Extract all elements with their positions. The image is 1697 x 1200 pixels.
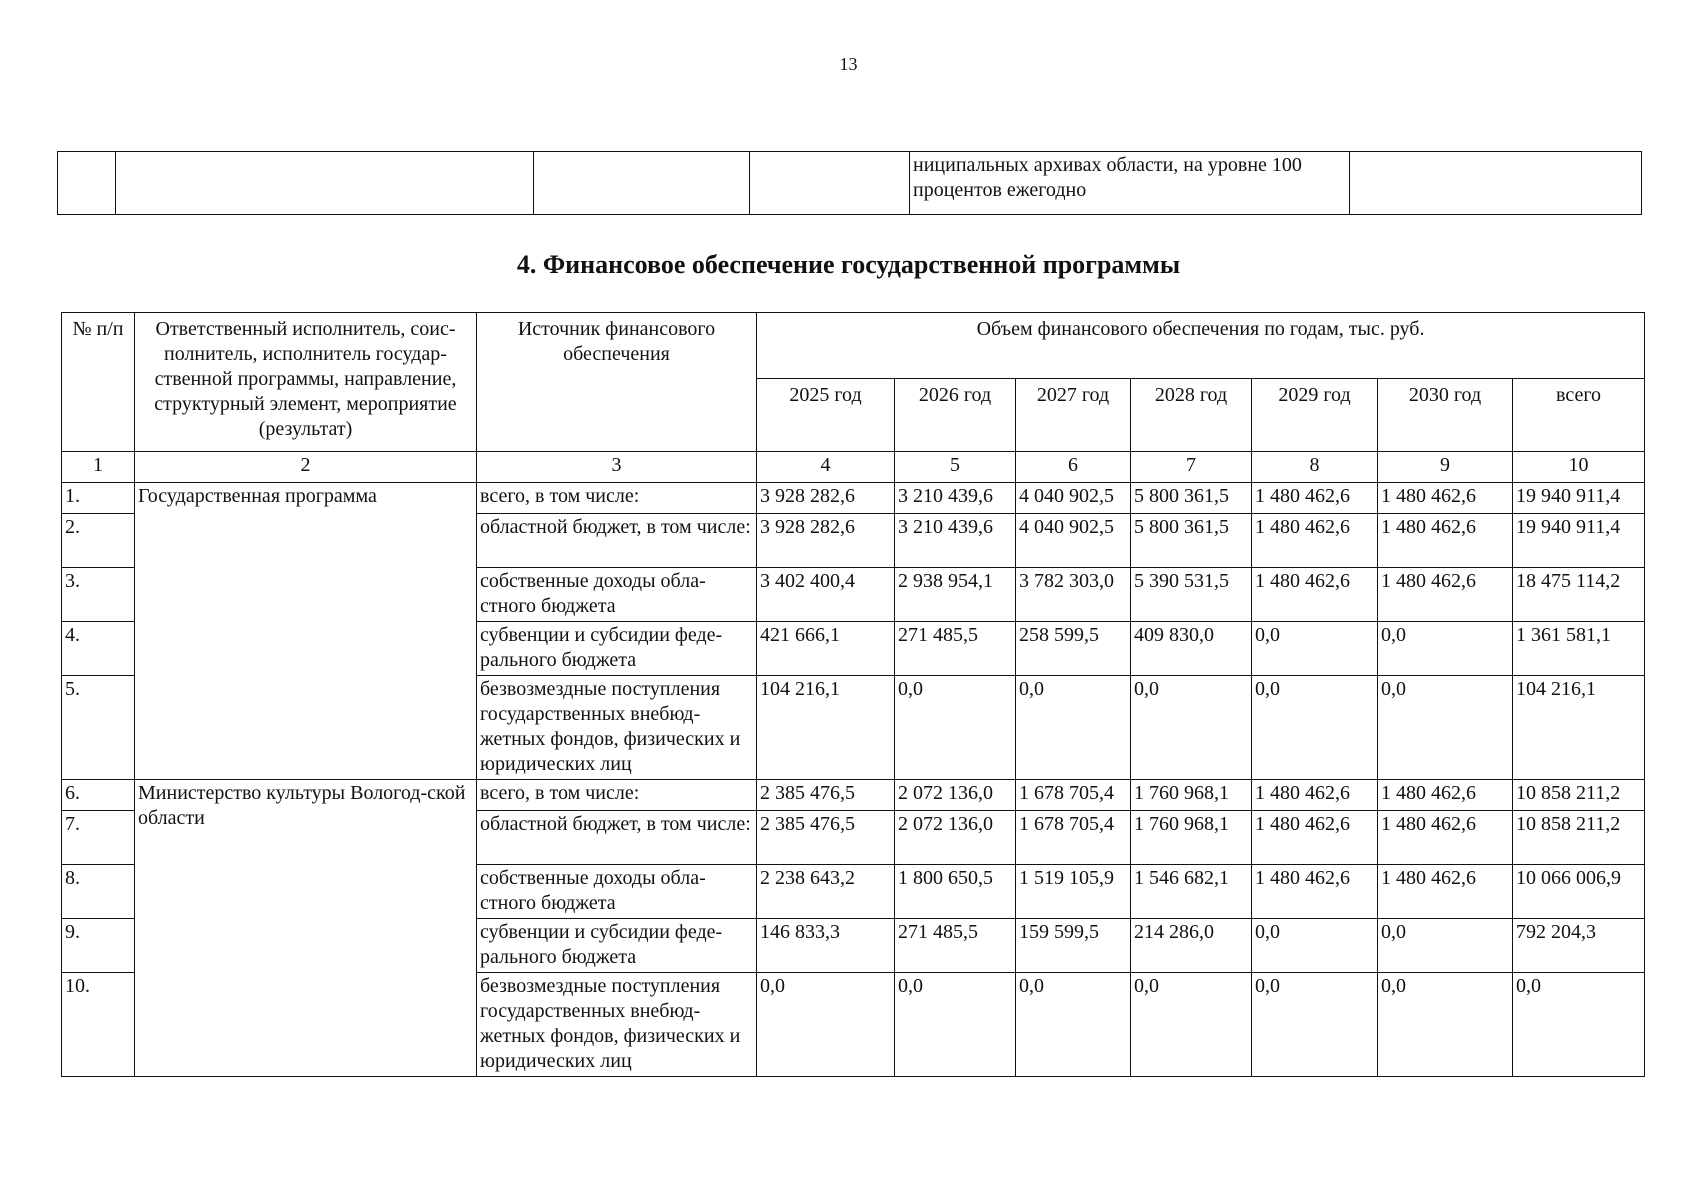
funding-source: субвенции и субсидии феде-рального бюджета: [477, 919, 757, 973]
indicator-text: ниципальных архивах области, на уровне 100 процентов ежегодно: [910, 152, 1350, 215]
row-number: 5.: [62, 676, 135, 780]
amount-cell: 1 546 682,1: [1131, 865, 1252, 919]
amount-cell: 3 402 400,4: [757, 568, 895, 622]
funding-source: субвенции и субсидии феде-рального бюджета: [477, 622, 757, 676]
amount-cell: 1 480 462,6: [1252, 811, 1378, 865]
funding-source: областной бюджет, в том числе:: [477, 811, 757, 865]
table-row: [62, 483, 1645, 514]
amount-cell: 3 782 303,0: [1016, 568, 1131, 622]
funding-source: безвозмездные поступления государственных внебюд-жетных фондов, физических и юридических лиц: [477, 973, 757, 1077]
amount-cell: 271 485,5: [895, 919, 1016, 973]
amount-cell: 104 216,1: [757, 676, 895, 780]
column-number: 4: [757, 452, 895, 483]
amount-cell: 0,0: [1252, 919, 1378, 973]
amount-cell: 1 480 462,6: [1252, 865, 1378, 919]
row-number: 7.: [62, 811, 135, 865]
amount-cell: 3 210 439,6: [895, 483, 1016, 514]
page-number: 13: [839, 54, 858, 74]
amount-cell: 0,0: [1252, 676, 1378, 780]
amount-cell: 0,0: [1378, 973, 1513, 1077]
amount-cell: 2 938 954,1: [895, 568, 1016, 622]
amount-cell: 1 480 462,6: [1252, 514, 1378, 568]
amount-cell: 1 678 705,4: [1016, 811, 1131, 865]
column-number: 5: [895, 452, 1016, 483]
amount-cell: 409 830,0: [1131, 622, 1252, 676]
header-year: 2029 год: [1252, 379, 1378, 452]
header-year: всего: [1513, 379, 1645, 452]
amount-cell: 159 599,5: [1016, 919, 1131, 973]
previous-table-continuation: [57, 151, 1642, 215]
funding-source: собственные доходы обла-стного бюджета: [477, 865, 757, 919]
amount-cell: 0,0: [1252, 973, 1378, 1077]
amount-cell: 5 390 531,5: [1131, 568, 1252, 622]
amount-cell: 214 286,0: [1131, 919, 1252, 973]
amount-cell: 421 666,1: [757, 622, 895, 676]
amount-cell: 4 040 902,5: [1016, 483, 1131, 514]
column-number: 1: [62, 452, 135, 483]
executor-name: Государственная программа: [135, 483, 477, 780]
amount-cell: 0,0: [895, 973, 1016, 1077]
header-volume: Объем финансового обеспечения по годам, тыс. руб.: [757, 313, 1645, 379]
amount-cell: 19 940 911,4: [1513, 514, 1645, 568]
amount-cell: 0,0: [1131, 973, 1252, 1077]
header-executor: Ответственный исполнитель, соис-полнитель, исполнитель государ-ственной программы, направление, структурный элемент, мероприятие (результат): [135, 313, 477, 452]
header-year: 2025 год: [757, 379, 895, 452]
row-number: 1.: [62, 483, 135, 514]
amount-cell: 0,0: [1513, 973, 1645, 1077]
amount-cell: 1 800 650,5: [895, 865, 1016, 919]
amount-cell: 10 858 211,2: [1513, 811, 1645, 865]
amount-cell: 146 833,3: [757, 919, 895, 973]
amount-cell: 1 480 462,6: [1252, 780, 1378, 811]
row-number: 2.: [62, 514, 135, 568]
amount-cell: 1 480 462,6: [1252, 483, 1378, 514]
column-number: 2: [135, 452, 477, 483]
amount-cell: 3 210 439,6: [895, 514, 1016, 568]
amount-cell: 10 066 006,9: [1513, 865, 1645, 919]
amount-cell: 2 238 643,2: [757, 865, 895, 919]
amount-cell: 5 800 361,5: [1131, 514, 1252, 568]
amount-cell: 0,0: [895, 676, 1016, 780]
header-source: Источник финансового обеспечения: [477, 313, 757, 452]
row-number: 10.: [62, 973, 135, 1077]
amount-cell: 1 480 462,6: [1378, 568, 1513, 622]
amount-cell: 1 480 462,6: [1378, 811, 1513, 865]
amount-cell: 271 485,5: [895, 622, 1016, 676]
funding-source: всего, в том числе:: [477, 780, 757, 811]
amount-cell: 0,0: [1016, 676, 1131, 780]
header-year: 2027 год: [1016, 379, 1131, 452]
amount-cell: 1 760 968,1: [1131, 811, 1252, 865]
amount-cell: 3 928 282,6: [757, 483, 895, 514]
amount-cell: 2 072 136,0: [895, 811, 1016, 865]
amount-cell: 1 480 462,6: [1378, 514, 1513, 568]
row-number: 3.: [62, 568, 135, 622]
amount-cell: 0,0: [1378, 919, 1513, 973]
amount-cell: 1 519 105,9: [1016, 865, 1131, 919]
amount-cell: 1 480 462,6: [1252, 568, 1378, 622]
column-number: 7: [1131, 452, 1252, 483]
column-number: 3: [477, 452, 757, 483]
amount-cell: 1 361 581,1: [1513, 622, 1645, 676]
column-number: 9: [1378, 452, 1513, 483]
amount-cell: 792 204,3: [1513, 919, 1645, 973]
amount-cell: 19 940 911,4: [1513, 483, 1645, 514]
row-number: 8.: [62, 865, 135, 919]
amount-cell: 1 480 462,6: [1378, 483, 1513, 514]
table-row: [62, 780, 1645, 811]
amount-cell: 4 040 902,5: [1016, 514, 1131, 568]
amount-cell: 104 216,1: [1513, 676, 1645, 780]
header-year: 2030 год: [1378, 379, 1513, 452]
amount-cell: 5 800 361,5: [1131, 483, 1252, 514]
row-number: 9.: [62, 919, 135, 973]
column-number: 10: [1513, 452, 1645, 483]
financing-table: [61, 312, 1645, 1077]
amount-cell: 0,0: [1378, 622, 1513, 676]
amount-cell: 258 599,5: [1016, 622, 1131, 676]
funding-source: областной бюджет, в том числе:: [477, 514, 757, 568]
funding-source: всего, в том числе:: [477, 483, 757, 514]
amount-cell: 1 480 462,6: [1378, 865, 1513, 919]
header-year: 2028 год: [1131, 379, 1252, 452]
amount-cell: 10 858 211,2: [1513, 780, 1645, 811]
amount-cell: 1 760 968,1: [1131, 780, 1252, 811]
header-num: № п/п: [62, 313, 135, 452]
column-number: 6: [1016, 452, 1131, 483]
row-number: 4.: [62, 622, 135, 676]
amount-cell: 0,0: [757, 973, 895, 1077]
amount-cell: 0,0: [1131, 676, 1252, 780]
funding-source: безвозмездные поступления государственных внебюд-жетных фондов, физических и юридических лиц: [477, 676, 757, 780]
executor-name: Министерство культуры Вологод-ской области: [135, 780, 477, 1077]
amount-cell: 0,0: [1378, 676, 1513, 780]
column-number: 8: [1252, 452, 1378, 483]
header-year: 2026 год: [895, 379, 1016, 452]
row-number: 6.: [62, 780, 135, 811]
amount-cell: 18 475 114,2: [1513, 568, 1645, 622]
section-title: 4. Финансовое обеспечение государственной программы: [516, 250, 1181, 279]
amount-cell: 1 480 462,6: [1378, 780, 1513, 811]
amount-cell: 1 678 705,4: [1016, 780, 1131, 811]
amount-cell: 0,0: [1252, 622, 1378, 676]
amount-cell: 2 385 476,5: [757, 811, 895, 865]
amount-cell: 0,0: [1016, 973, 1131, 1077]
amount-cell: 2 385 476,5: [757, 780, 895, 811]
amount-cell: 3 928 282,6: [757, 514, 895, 568]
funding-source: собственные доходы обла-стного бюджета: [477, 568, 757, 622]
amount-cell: 2 072 136,0: [895, 780, 1016, 811]
